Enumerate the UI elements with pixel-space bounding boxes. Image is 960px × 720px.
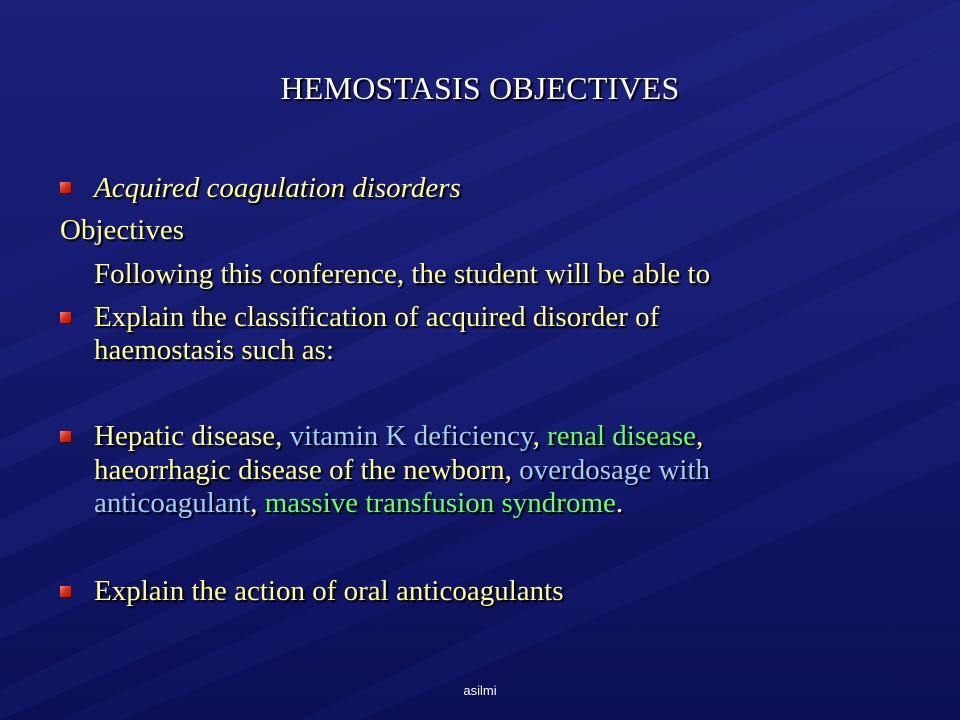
square-bullet-icon [60, 431, 71, 442]
condition-transfusion: massive transfusion syndrome [264, 487, 616, 519]
separator: , [696, 420, 704, 452]
condition-overdosage: overdosage with [519, 454, 711, 486]
condition-hepatic: Hepatic disease [94, 420, 276, 452]
separator: , [250, 487, 258, 519]
conditions-line-1 [94, 420, 703, 453]
separator: . [615, 487, 624, 519]
conditions-line-2 [94, 454, 710, 487]
condition-vitamin-k: vitamin K deficiency [289, 420, 533, 452]
separator: , [532, 420, 548, 452]
square-bullet-icon [60, 586, 71, 597]
condition-renal: renal disease [547, 420, 697, 452]
objective-1-line-1: Explain the classification of acquired disorder of [94, 301, 660, 333]
condition-newborn: haeorrhagic disease of the newborn [94, 454, 505, 486]
footer-text: asilmi [463, 683, 497, 698]
condition-overdosage-cont: anticoagulant [94, 487, 251, 519]
objective-1-line-2: haemostasis such as: [94, 334, 335, 366]
objectives-label: Objectives [60, 214, 185, 246]
separator: , [504, 454, 512, 486]
intro-text: Following this conference, the student will be able to [94, 258, 711, 290]
square-bullet-icon [60, 182, 71, 193]
separator: , [275, 420, 283, 452]
slide-title: HEMOSTASIS OBJECTIVES [280, 70, 680, 106]
topic-heading: Acquired coagulation disorders [94, 172, 461, 204]
objective-2: Explain the action of oral anticoagulants [94, 575, 564, 607]
conditions-line-3 [94, 487, 623, 520]
square-bullet-icon [60, 312, 71, 323]
